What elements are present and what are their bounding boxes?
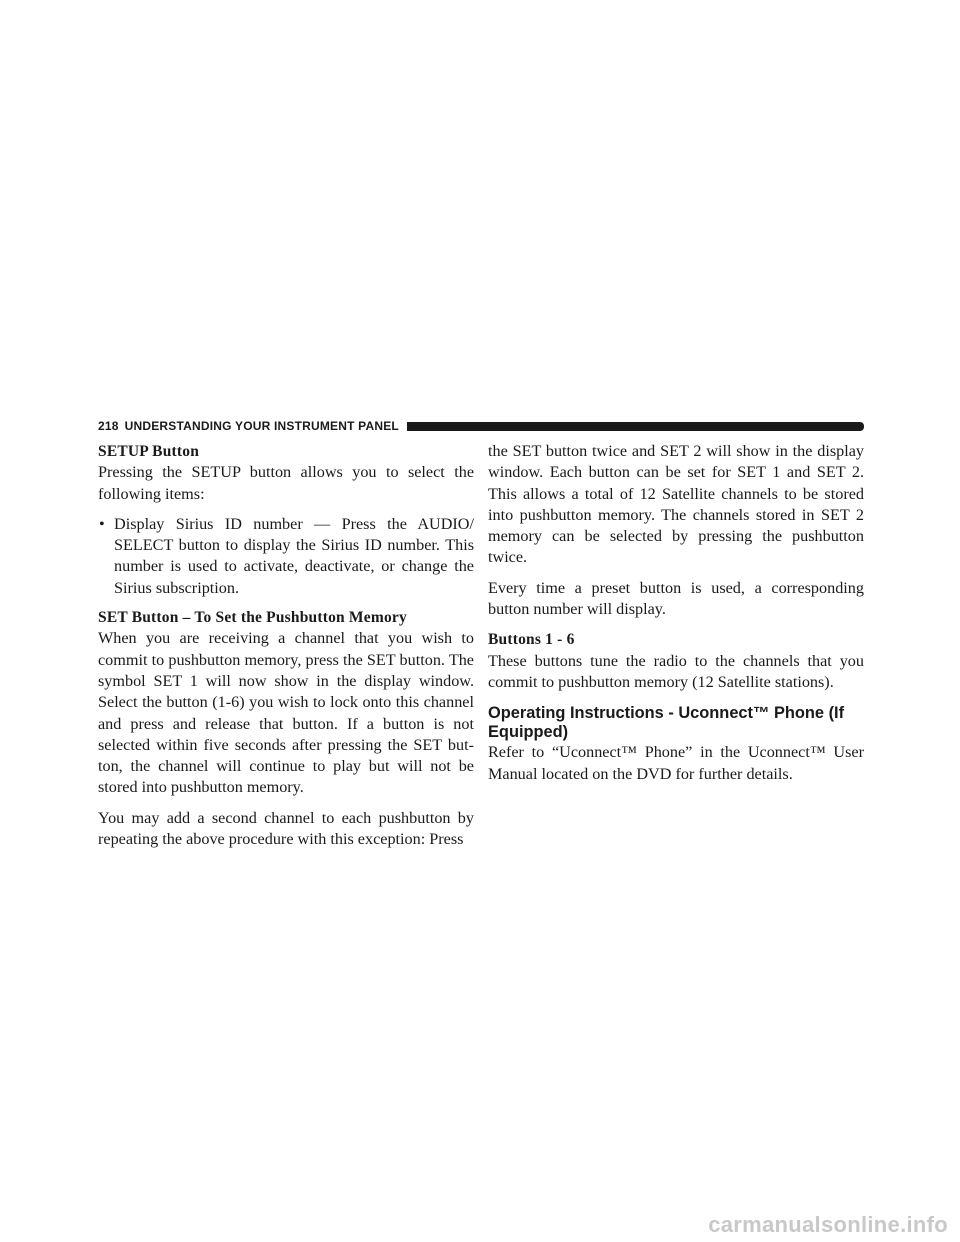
set-button-heading: SET Button – To Set the Pushbutton Memory <box>98 609 407 627</box>
page-header <box>98 419 864 433</box>
second-channel-paragraph: You may add a second channel to each pushbutton by repeating the above procedure with this exception: Press <box>98 808 474 849</box>
buttons-paragraph: These buttons tune the radio to the channels that you commit to pushbutton memory (12 Satellite stations). <box>488 651 864 691</box>
continued-paragraph: the SET button twice and SET 2 will show in the display window. Each button can be set for SET 1 and SET 2. This allows a total of 12 Satellite channels to be stored into pushbutton memory. The channels stored in SET 2 memory can be selected by pressing the pushbutton twice. <box>488 442 864 567</box>
section-title: UNDERSTANDING YOUR INSTRUMENT PANEL <box>124 419 399 433</box>
uconnect-paragraph: Refer to “Uconnect™ Phone” in the Uconnect™ User Manual located on the DVD for further details. <box>488 743 864 783</box>
header-rule <box>407 422 864 431</box>
list-item-text: Display Sirius ID number — Press the AUDIO/ SELECT button to display the Sirius ID number. This number is used to activate, deactivate, or change the Sirius subscription. <box>114 514 474 597</box>
setup-button-heading: SETUP Button <box>98 443 200 460</box>
right-column <box>488 441 864 785</box>
preset-paragraph: Every time a preset button is used, a corresponding button number will display. <box>488 578 864 619</box>
setup-intro-paragraph: Pressing the SETUP button allows you to select the following items: <box>98 463 474 503</box>
setup-options-list <box>98 514 474 599</box>
uconnect-heading: Operating Instructions - Uconnect™ Phone (If Equipped) <box>488 704 845 742</box>
buttons-heading: Buttons 1 - 6 <box>488 631 575 649</box>
left-column <box>98 441 474 850</box>
set-button-paragraph: When you are receiving a channel that you wish to commit to pushbutton memory, press the SET button. The symbol SET 1 will now show in the display window. Select the button (1-6) you wish to lock onto this channel and press and release that button. If a button is not selected within five seconds after pressing the SET button, the channel will continue to play but will not be stored into pushbutton memory. <box>98 629 474 797</box>
watermark: carmanualsonline.info <box>708 1212 948 1237</box>
list-item <box>98 514 474 599</box>
bullet-icon: • <box>99 514 105 533</box>
page-number: 218 <box>98 419 119 433</box>
